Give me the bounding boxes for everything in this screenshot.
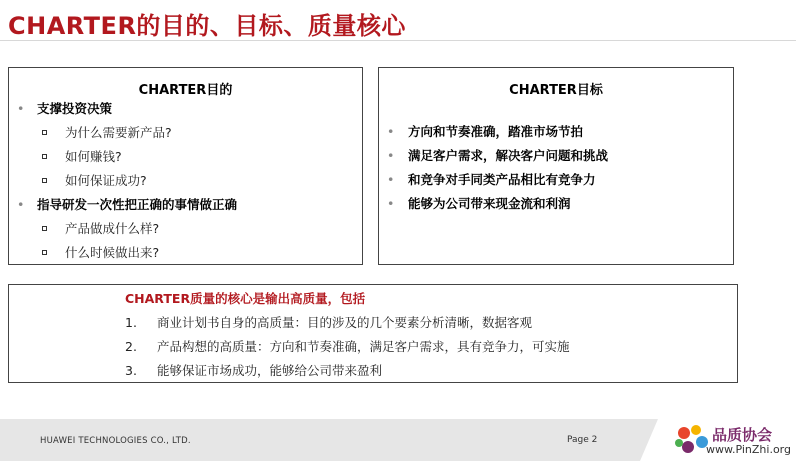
square-bullet-icon <box>42 226 47 231</box>
goal-list <box>379 120 733 216</box>
charter-purpose-box <box>8 67 363 265</box>
title-divider <box>0 40 796 41</box>
core-heading: CHARTER质量的核心是输出高质量，包括 <box>125 291 366 306</box>
purpose-subitem: 产品做成什么样? <box>9 217 362 241</box>
core-list <box>125 311 570 383</box>
goal-item: • 满足客户需求，解决客户问题和挑战 <box>379 144 733 168</box>
purpose-subitem: 如何赚钱? <box>9 145 362 169</box>
goal-item: • 和竞争对手同类产品相比有竞争力 <box>379 168 733 192</box>
core-item: 2. 产品构想的高质量：方向和节奏准确，满足客户需求，具有竞争力，可实施 <box>125 339 570 354</box>
core-item: 3. 能够保证市场成功，能够给公司带来盈利 <box>125 363 383 378</box>
bullet-dot-icon: • <box>387 148 395 163</box>
bullet-dot-icon: • <box>17 101 25 116</box>
square-bullet-icon <box>42 154 47 159</box>
bullet-dot-icon: • <box>387 124 395 139</box>
footer-company: HUAWEI TECHNOLOGIES CO., LTD. <box>40 436 191 446</box>
square-bullet-icon <box>42 178 47 183</box>
page-title: CHARTER的目的、目标、质量核心 <box>8 12 406 40</box>
purpose-list <box>9 97 362 265</box>
goal-heading: CHARTER目标 <box>509 83 603 98</box>
purpose-heading: CHARTER目的 <box>138 83 233 98</box>
bullet-dot-icon: • <box>387 196 395 211</box>
purpose-subitem: 什么时候做出来? <box>9 241 362 265</box>
purpose-subitem: 如何保证成功? <box>9 169 362 193</box>
goal-item: • 能够为公司带来现金流和利润 <box>379 192 733 216</box>
purpose-subitem: 为什么需要新产品? <box>9 121 362 145</box>
page-number: Page 2 <box>567 435 598 445</box>
bullet-dot-icon: • <box>17 197 25 212</box>
square-bullet-icon <box>42 130 47 135</box>
goal-item: • 方向和节奏准确，踏准市场节拍 <box>379 120 733 144</box>
purpose-item: • 支撑投资决策 <box>9 97 362 121</box>
charter-quality-core-box <box>8 284 738 383</box>
bullet-dot-icon: • <box>387 172 395 187</box>
purpose-item: • 指导研发一次性把正确的事情做正确 <box>9 193 362 217</box>
square-bullet-icon <box>42 250 47 255</box>
core-item: 1. 商业计划书自身的高质量：目的涉及的几个要素分析清晰，数据客观 <box>125 315 533 330</box>
watermark-text: 品质协会 <box>712 426 773 444</box>
watermark-url: www.PinZhi.org <box>706 443 791 456</box>
charter-goal-box <box>378 67 734 265</box>
